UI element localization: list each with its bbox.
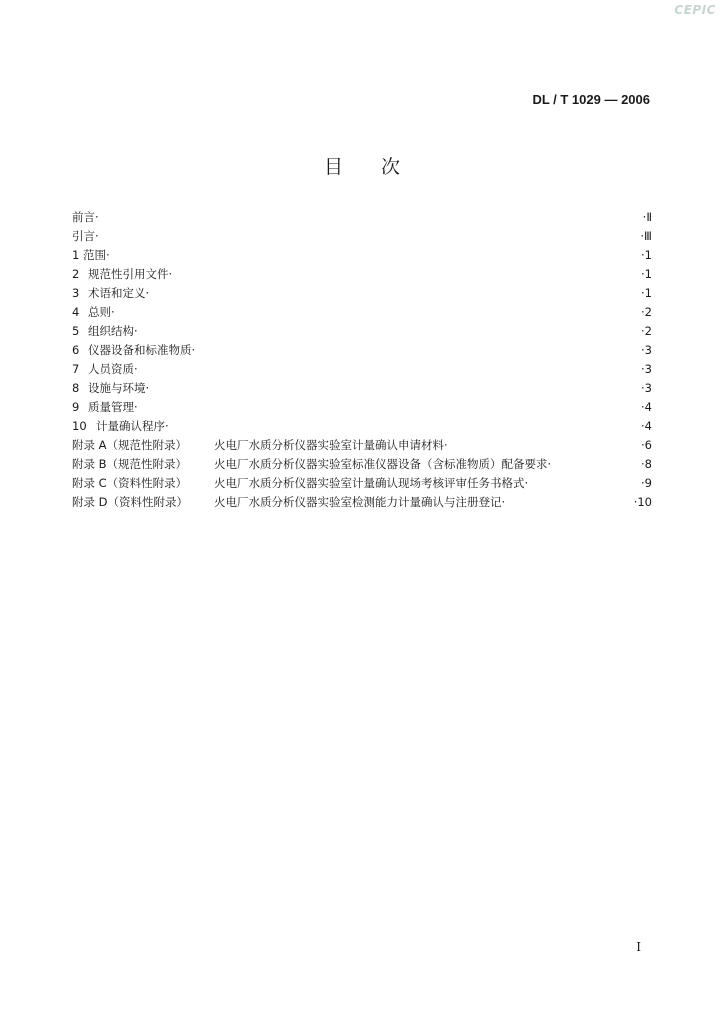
- toc-entry-text: 仪器设备和标准物质·: [88, 343, 196, 357]
- toc-entry-page: ·Ⅱ: [642, 210, 652, 224]
- toc-entry-text: 人员资质·: [88, 362, 138, 376]
- toc-entry-text: 规范性引用文件·: [88, 267, 173, 281]
- toc-appendix-d[interactable]: [72, 493, 652, 512]
- toc-entry-foreword[interactable]: [72, 208, 652, 227]
- toc-entry-8[interactable]: [72, 379, 652, 398]
- appendix-title: 火电厂水质分析仪器实验室检测能力计量确认与注册登记·: [214, 495, 506, 509]
- toc-entry-7[interactable]: [72, 360, 652, 379]
- document-code: DL / T 1029 — 2006: [532, 92, 650, 107]
- appendix-label: 附录 A（规范性附录）: [72, 438, 188, 452]
- toc-entry-5[interactable]: [72, 322, 652, 341]
- toc-appendix-b[interactable]: [72, 455, 652, 474]
- toc-entry-text: 术语和定义·: [88, 286, 150, 300]
- toc-entry-text: 质量管理·: [88, 400, 138, 414]
- toc-entry-page: ·2: [641, 305, 652, 319]
- toc-entry-page: ·3: [641, 362, 652, 376]
- toc-entry-text: 组织结构·: [88, 324, 138, 338]
- toc-entry-text: 引言·: [72, 229, 99, 243]
- appendix-title: 火电厂水质分析仪器实验室计量确认现场考核评审任务书格式·: [214, 476, 529, 490]
- toc-entry-introduction[interactable]: [72, 227, 652, 246]
- toc-entry-number: 7: [72, 362, 80, 376]
- toc-entry-number: 10: [72, 419, 87, 433]
- page-number: I: [636, 940, 641, 954]
- toc-entry-text: 总则·: [88, 305, 115, 319]
- page-title: 目次: [323, 156, 438, 178]
- toc-entry-number: 9: [72, 400, 80, 414]
- toc-entry-text: 1 范围·: [72, 248, 110, 262]
- toc-entry-page: ·Ⅲ: [640, 229, 652, 243]
- toc-entry-number: 8: [72, 381, 80, 395]
- toc-entry-page: ·4: [641, 400, 652, 414]
- toc-entry-number: 6: [72, 343, 80, 357]
- toc-entry-page: ·3: [641, 343, 652, 357]
- toc-entry-text: 前言·: [72, 210, 99, 224]
- toc-entry-9[interactable]: [72, 398, 652, 417]
- toc-appendix-c[interactable]: [72, 474, 652, 493]
- toc-entry-4[interactable]: [72, 303, 652, 322]
- toc-entry-page: ·2: [641, 324, 652, 338]
- appendix-title: 火电厂水质分析仪器实验室计量确认申请材料·: [214, 438, 448, 452]
- appendix-label: 附录 D（资料性附录）: [72, 495, 189, 509]
- toc-appendix-a[interactable]: [72, 436, 652, 455]
- toc-entry-text: 计量确认程序·: [96, 419, 169, 433]
- toc-entry-page: ·3: [641, 381, 652, 395]
- toc-entry-number: 2: [72, 267, 80, 281]
- watermark-logo: CEPIC: [674, 3, 716, 17]
- appendix-page: ·10: [633, 495, 652, 509]
- toc-entry-2[interactable]: [72, 265, 652, 284]
- toc-entry-text: 设施与环境·: [88, 381, 150, 395]
- toc-entry-1[interactable]: [72, 246, 652, 265]
- toc-entry-page: ·1: [641, 286, 652, 300]
- appendix-page: ·6: [641, 438, 652, 452]
- toc-entry-number: 4: [72, 305, 80, 319]
- toc-entry-page: ·1: [641, 248, 652, 262]
- appendix-page: ·9: [641, 476, 652, 490]
- toc-entry-number: 3: [72, 286, 80, 300]
- appendix-label: 附录 C（资料性附录）: [72, 476, 188, 490]
- toc-entry-10[interactable]: [72, 417, 652, 436]
- appendix-title: 火电厂水质分析仪器实验室标准仪器设备（含标准物质）配备要求·: [214, 457, 552, 471]
- toc-entry-page: ·4: [641, 419, 652, 433]
- toc-entry-number: 5: [72, 324, 80, 338]
- toc-entry-3[interactable]: [72, 284, 652, 303]
- toc-entry-page: ·1: [641, 267, 652, 281]
- table-of-contents: [72, 208, 652, 512]
- appendix-page: ·8: [641, 457, 652, 471]
- toc-entry-6[interactable]: [72, 341, 652, 360]
- appendix-label: 附录 B（规范性附录）: [72, 457, 188, 471]
